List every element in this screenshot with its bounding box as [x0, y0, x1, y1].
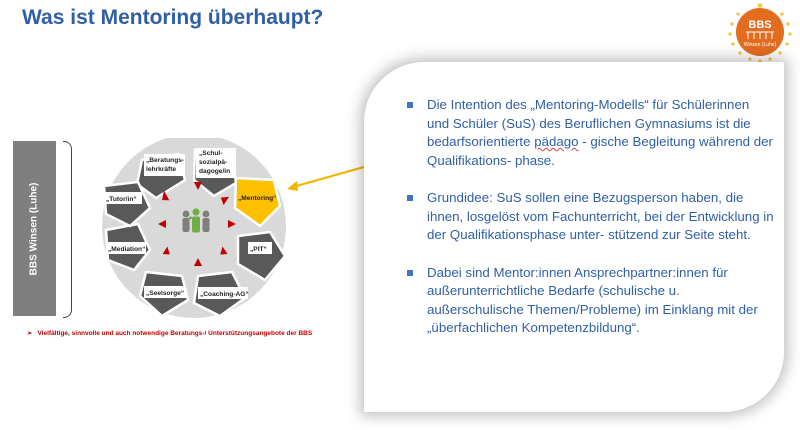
bullet-grundidee-text: Grundidee: SuS sollen eine Bezugsperson haben, die ihnen, losgelöst vom Fachunterricht, bei der Entwicklung in der Qualifikationsphase unter- stützend zur Seite steht. — [427, 190, 774, 242]
segment-seelsorge-label: „Seelsorge“ — [146, 290, 185, 297]
segment-mentoring-label: „Mentoring“ — [238, 195, 277, 202]
bullet-marker-icon — [407, 195, 413, 201]
segment-beratung-line2: lehrkräfte — [146, 166, 177, 173]
school-logo — [722, 2, 798, 66]
segment-beratung-line1: „Beratungs- — [146, 157, 185, 164]
segment-mediation-label: „Mediation“ — [108, 246, 146, 253]
side-bar-label: BBS Winsen (Luhe) — [28, 182, 40, 276]
segment-pit-label: „PIT“ — [250, 246, 267, 253]
bullet-marker-icon — [407, 102, 413, 108]
segment-schul-line1: „Schul- — [199, 150, 223, 157]
segment-schul-line2: sozialpä- — [199, 159, 228, 166]
svg-text:BBS: BBS — [748, 19, 772, 31]
bullet-mentoren — [405, 264, 775, 338]
bullet-mentoren-text: Dabei sind Mentor:innen Ansprechpartner:innen für außerunterrichtliche Bedarfe (schulische u. außerschulische Themen/Probleme) im Einklang mit der „überfachlichen Kompetenzbildung“. — [427, 264, 758, 335]
bullet-list — [405, 96, 775, 357]
slide-title: Was ist Mentoring überhaupt? — [22, 6, 324, 29]
bullet-intention-text: Die Intention des „Mentoring-Modells“ für Schülerinnen und Schüler (SuS) des Beruflichen Gymnasiums ist die bedarfsorientierte — [427, 97, 751, 149]
segment-schul-line3: dagoge/in — [199, 168, 231, 175]
segment-coaching-label: „Coaching-AG“ — [200, 291, 249, 298]
bullet-intention-spellmark: pädago — [534, 134, 579, 149]
logo-icon — [722, 2, 798, 66]
footnote-text: Vielfältige, sinnvolle und auch notwendige Beratungs-/ Unterstützungsangebote der BBS — [37, 330, 313, 337]
people-icon — [183, 208, 210, 232]
bracket — [63, 141, 72, 318]
bullet-intention — [405, 96, 775, 170]
support-services-diagram — [90, 138, 300, 318]
footnote-arrow-icon: ➢ — [27, 330, 33, 337]
segment-tutor-label: „Tutor/in“ — [106, 196, 137, 203]
bullet-marker-icon — [407, 270, 413, 276]
bullet-grundidee — [405, 189, 775, 245]
footnote — [27, 329, 312, 337]
bullet-intention-text-end: - gische Begleitung während der Qualifikations- phase. — [427, 134, 773, 168]
svg-text:Winsen (Luhe): Winsen (Luhe) — [743, 42, 777, 48]
